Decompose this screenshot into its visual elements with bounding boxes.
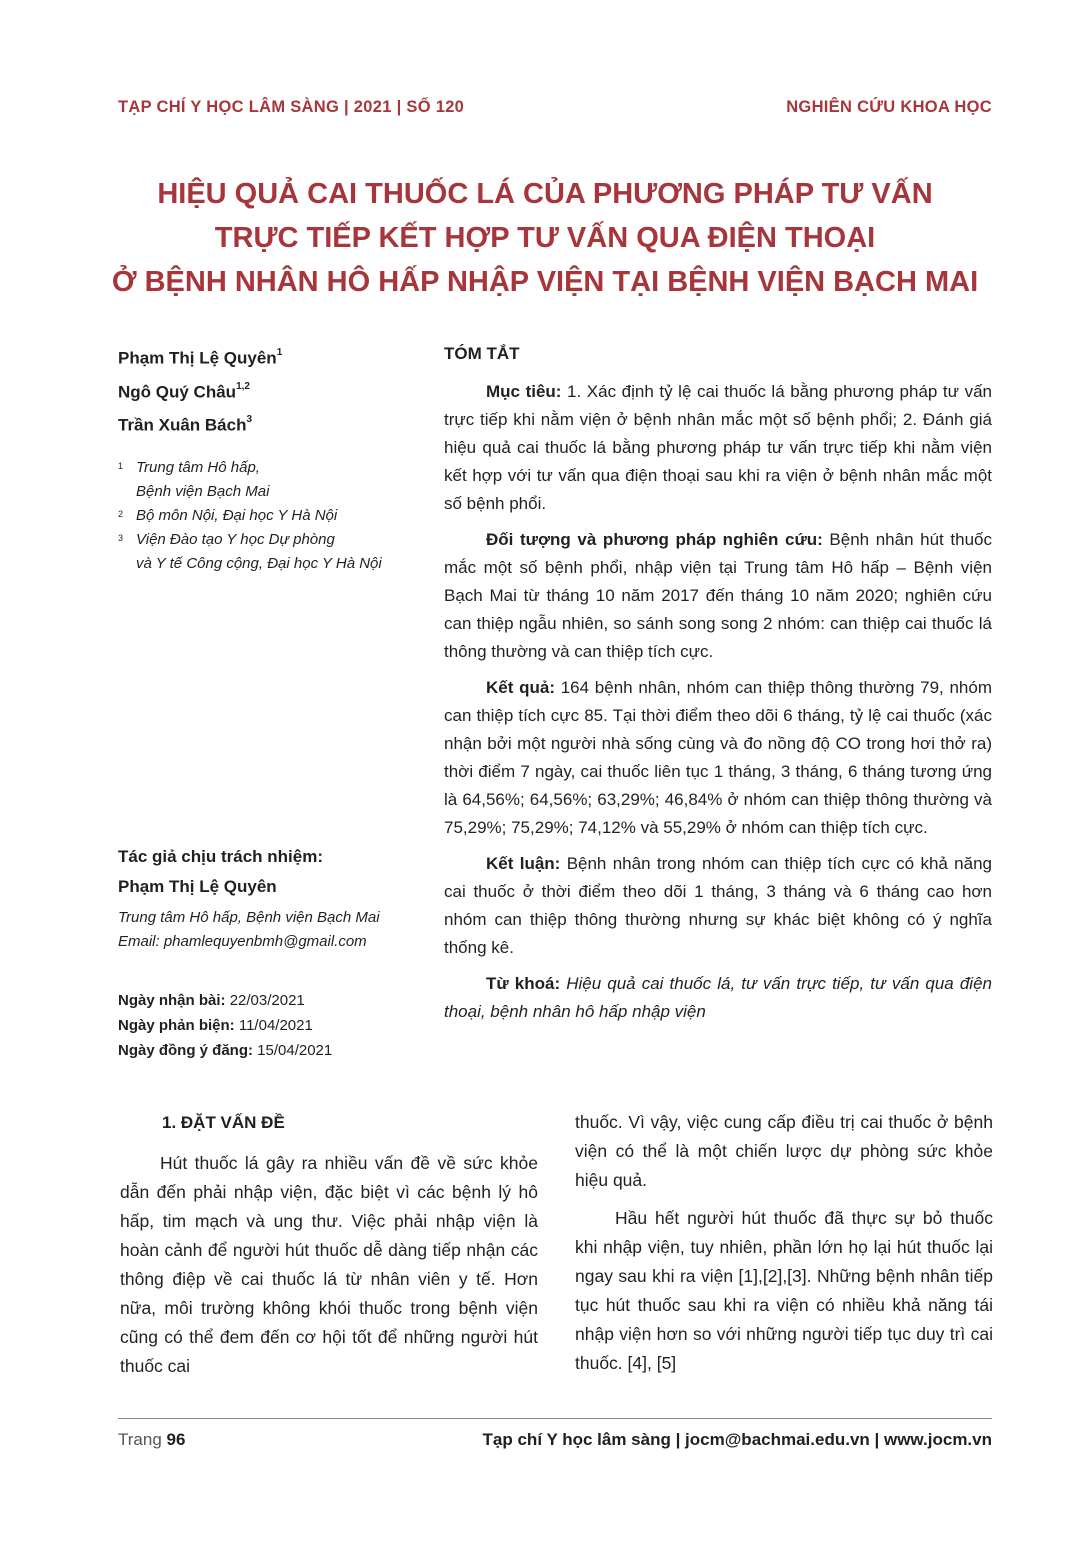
author — [118, 374, 282, 408]
objective-text: 1. Xác định tỷ lệ cai thuốc lá bằng phương pháp tư vấn trực tiếp khi nằm viện ở bệnh nhân mắc một số bệnh phổi; 2. Đánh giá hiệu quả cai thuốc lá bằng phương pháp tư vấn trực tiếp khi nằm viện kết hợp với tư vấn qua điện thoại sau khi ra viện ở bệnh nhân mắc một số bệnh phổi. — [444, 382, 993, 513]
affiliation — [118, 504, 418, 528]
abstract-keywords — [444, 970, 992, 1026]
author-list — [118, 340, 282, 441]
date-received — [118, 988, 332, 1013]
author — [118, 407, 282, 441]
methods-label: Đối tượng và phương pháp nghiên cứu: — [486, 530, 823, 549]
journal-header: TẠP CHÍ Y HỌC LÂM SÀNG | 2021 | SỐ 120 — [118, 98, 465, 116]
affiliation-number: 3 — [118, 533, 124, 543]
page-number-value: 96 — [166, 1430, 186, 1449]
section-title: 1. ĐẶT VẤN ĐỀ — [162, 1113, 285, 1132]
author-affil-sup: 1 — [276, 347, 283, 358]
abstract-objective — [444, 378, 992, 518]
page-number — [118, 1430, 185, 1450]
date-received-value: 22/03/2021 — [229, 992, 305, 1009]
article-title — [98, 172, 992, 304]
conclusion-text: Bệnh nhân trong nhóm can thiệp tích cực có khả năng cai thuốc ở thời điểm theo dõi 1 tháng, 3 tháng và 6 tháng cao hơn nhóm can thiệp thông thường nhưng sự khác biệt không có ý nghĩa thống kê. — [444, 854, 993, 957]
author — [118, 340, 282, 374]
corresponding-author — [118, 842, 418, 954]
affiliation-line: Bệnh viện Bạch Mai — [136, 483, 270, 500]
author-name: Phạm Thị Lệ Quyên — [118, 348, 277, 368]
title-line-3: Ở BỆNH NHÂN HÔ HẤP NHẬP VIỆN TẠI BỆNH VIỆN BẠCH MAI — [111, 266, 979, 298]
author-affil-sup: 3 — [246, 414, 253, 426]
abstract-conclusion — [444, 850, 992, 962]
affiliation — [118, 456, 418, 504]
keywords-text: Hiệu quả cai thuốc lá, tư vấn trực tiếp, tư vấn qua điện thoại, bệnh nhân hô hấp nhập viện — [444, 974, 992, 1021]
footer-journal-info: Tạp chí Y học lâm sàng | jocm@bachmai.edu.vn | www.jocm.vn — [482, 1430, 992, 1449]
abstract-results — [444, 674, 992, 842]
corresponding-org — [118, 906, 418, 954]
article-dates — [118, 988, 332, 1063]
date-received-label: Ngày nhận bài: — [118, 992, 226, 1009]
body-column-left — [120, 1108, 538, 1390]
conclusion-label: Kết luận: — [486, 854, 561, 873]
page-label: Trang — [118, 1430, 162, 1449]
author-name: Trần Xuân Bách — [118, 415, 247, 435]
corresponding-label: Tác giả chịu trách nhiệm: — [118, 847, 323, 866]
affiliation-list — [118, 456, 418, 576]
footer-divider — [118, 1418, 992, 1419]
corresponding-org-text: Trung tâm Hô hấp, Bệnh viện Bạch Mai — [118, 909, 380, 926]
date-accepted-label: Ngày đồng ý đăng: — [118, 1042, 253, 1059]
body-column-right — [575, 1108, 993, 1387]
title-line-1: HIỆU QUẢ CAI THUỐC LÁ CỦA PHƯƠNG PHÁP TƯ VẤN — [157, 178, 933, 210]
affiliation-line: Bộ môn Nội, Đại học Y Hà Nội — [136, 507, 338, 524]
abstract-methods — [444, 526, 992, 666]
results-label: Kết quả: — [486, 678, 555, 697]
date-reviewed — [118, 1013, 332, 1038]
abstract — [444, 340, 992, 1034]
body-paragraph: Hút thuốc lá gây ra nhiều vấn đề về sức khỏe dẫn đến phải nhập viện, đặc biệt vì các bệnh lý hô hấp, tim mạch và ung thư. Việc phải nhập viện là hoàn cảnh để người hút thuốc dễ dàng tiếp nhận các thông điệp về cai thuốc lá từ nhân viên y tế. Hơn nữa, môi trường không khói thuốc trong bệnh viện cũng có thể đem đến cơ hội tốt để những người hút thuốc cai — [120, 1153, 538, 1376]
date-accepted-value: 15/04/2021 — [257, 1042, 333, 1059]
corresponding-email[interactable]: Email: phamlequyenbmh@gmail.com — [118, 933, 367, 950]
affiliation — [118, 528, 418, 576]
affiliation-line: Trung tâm Hô hấp, — [136, 459, 260, 476]
date-reviewed-label: Ngày phản biện: — [118, 1017, 235, 1034]
author-affil-sup: 1,2 — [236, 380, 250, 392]
keywords-label: Từ khoá: — [486, 974, 561, 993]
date-accepted — [118, 1038, 332, 1063]
abstract-heading: TÓM TẮT — [444, 344, 520, 363]
affiliation-line: Viện Đào tạo Y học Dự phòng — [136, 531, 335, 548]
affiliation-line: và Y tế Công cộng, Đại học Y Hà Nội — [136, 555, 382, 572]
methods-text: Bệnh nhân hút thuốc mắc một số bệnh phổi, nhập viện tại Trung tâm Hô hấp – Bệnh viện Bạch Mai từ tháng 10 năm 2017 đến tháng 10 năm 2020; nghiên cứu can thiệp ngẫu nhiên, so sánh song song 2 nhóm: can thiệp cai thuốc lá thông thường và can thiệp tích cực. — [444, 530, 992, 661]
body-paragraph: Hầu hết người hút thuốc đã thực sự bỏ thuốc khi nhập viện, tuy nhiên, phần lớn họ lại hút thuốc lại ngay sau khi ra viện [1],[2],[3]. Những bệnh nhân tiếp tục hút thuốc sau khi ra viện có nhiều khả năng tái nhập viện hơn so với những người tiếp tục duy trì cai thuốc. [4], [5] — [575, 1208, 993, 1373]
affiliation-number: 2 — [118, 509, 124, 519]
results-text: 164 bệnh nhân, nhóm can thiệp thông thường 79, nhóm can thiệp tích cực 85. Tại thời điểm theo dõi 6 tháng, tỷ lệ cai thuốc (xác nhận bởi một người nhà sống cùng và đo nồng độ CO trong hơi thở ra) thời điểm 7 ngày, cai thuốc liên tục 1 tháng, 3 tháng, 6 tháng tương ứng là 64,56%; 64,56%; 63,29%; 46,84% ở nhóm can thiệp thông thường và 75,29%; 75,29%; 74,12% và 55,29% ở nhóm can thiệp tích cực. — [444, 678, 992, 837]
objective-label: Mục tiêu: — [486, 382, 562, 401]
date-reviewed-value: 11/04/2021 — [238, 1017, 313, 1034]
body-paragraph: thuốc. Vì vậy, việc cung cấp điều trị cai thuốc ở bệnh viện có thể là một chiến lược dự phòng sức khỏe hiệu quả. — [575, 1112, 993, 1190]
section-header: NGHIÊN CỨU KHOA HỌC — [786, 98, 992, 116]
title-line-2: TRỰC TIẾP KẾT HỢP TƯ VẤN QUA ĐIỆN THOẠI — [214, 222, 876, 254]
corresponding-name: Phạm Thị Lệ Quyên — [118, 877, 277, 896]
affiliation-number: 1 — [118, 461, 124, 471]
author-name: Ngô Quý Châu — [118, 382, 237, 402]
